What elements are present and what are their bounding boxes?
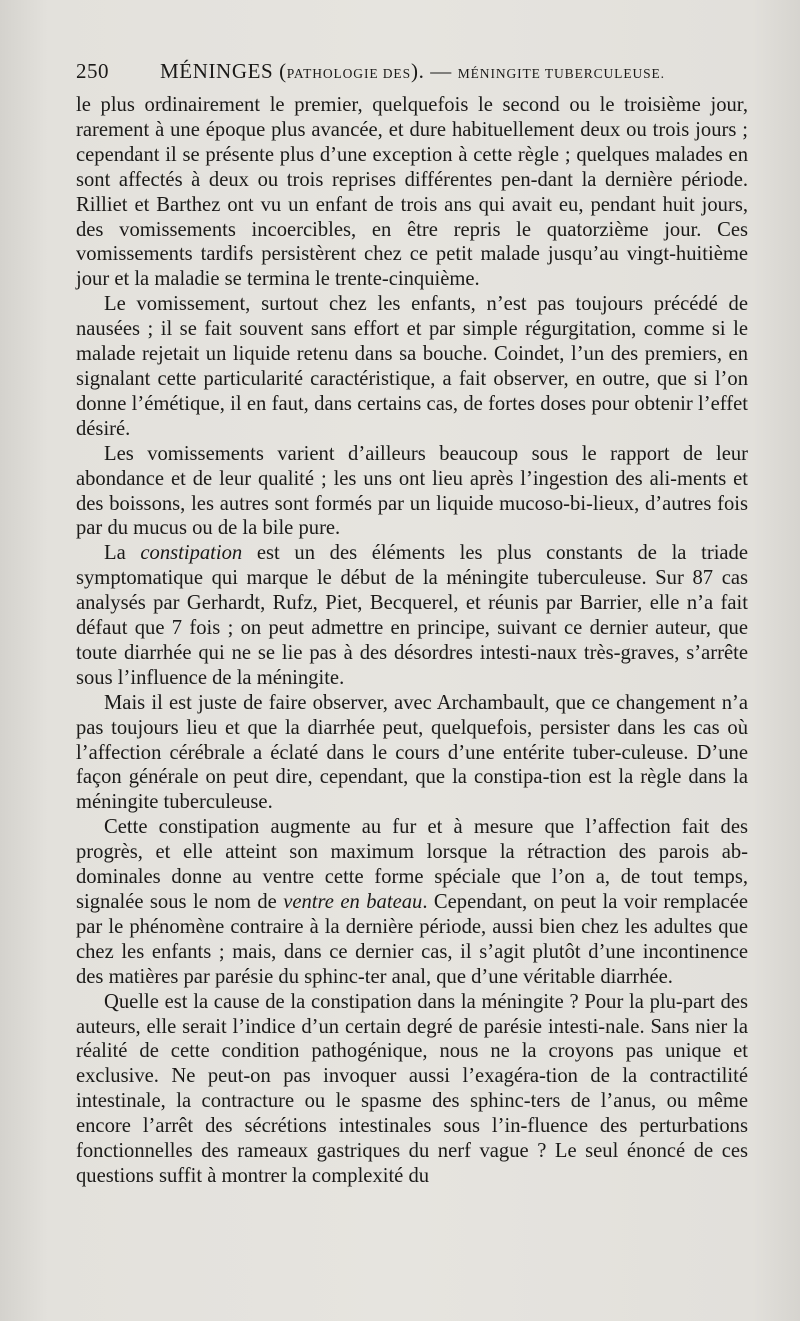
paragraph-7: Quelle est la cause de la constipation dans la méningite ? Pour la plu-part des auteurs, elle serait l’indice d’un certain degré de parésie intesti-nale. Sans nier la réalité de cette condition pathogénique, nous ne la croyons pas unique et exclusive. Ne peut-on pas invoquer aussi l’exagéra-tion de la contractilité intestinale, la contracture ou le spasme des sphinc-ters de l’anus, ou même encore l’arrêt des sécrétions intestinales sous l’in-fluence des perturbations fonctionnelles des rameaux gastriques du nerf vague ? Le seul énoncé de ces questions suffit à montrer la complexité du bbox=[76, 990, 748, 1187]
paragraph-6-italic-term: ventre en bateau bbox=[283, 891, 423, 913]
title-dash: — bbox=[424, 59, 458, 83]
paragraph-4 bbox=[76, 541, 748, 690]
title-close: ). bbox=[410, 59, 425, 83]
title-main: MÉNINGES ( bbox=[160, 59, 287, 83]
running-header bbox=[76, 59, 756, 89]
paragraph-6-before: Cette constipation augmente au fur et à mesure que l’affection fait des progrès, et elle atteint son maximum lorsque la rétraction des parois ab-dominales donne au ventre cette forme spéciale que l’on a, de tout temps, signalée sous le nom de bbox=[76, 816, 748, 913]
title-smallcaps-1: PATHOLOGIE DES bbox=[286, 66, 411, 81]
body-text bbox=[76, 93, 748, 1189]
paragraph-1: le plus ordinairement le premier, quelquefois le second ou le troisième jour, rarement à une époque plus avancée, et dure habituellement deux ou trois jours ; cependant il se présente plus d’une exception à cette règle ; quelques malades en sont affectés à deux ou trois reprises différentes pen-dant la dernière période. Rilliet et Barthez ont vu un enfant de trois ans qui avait eu, pendant huit jours, des vomissements incoercibles, en être repris le quatorzième jour. Ces vomissements tardifs persistèrent chez ce petit malade jusqu’au vingt-huitième jour et la maladie se termina le trente-cinquième. bbox=[76, 94, 748, 291]
running-title bbox=[160, 59, 665, 84]
paragraph-4-before: La bbox=[104, 542, 141, 565]
paragraph-2: Le vomissement, surtout chez les enfants, n’est pas toujours précédé de nausées ; il se fait souvent sans effort et par simple régurgitation, comme si le malade rejetait un liquide retenu dans sa bouche. Coindet, l’un des premiers, en signalant cette particularité caractéristique, a fait observer, en outre, que si l’on donne l’émétique, il en faut, dans certains cas, de fortes doses pour obtenir l’effet désiré. bbox=[76, 293, 748, 440]
paragraph-4-italic-term: constipation bbox=[140, 542, 243, 565]
paragraph-4-after: est un des éléments les plus constants de la triade symptomatique qui marque le début de la méningite tuberculeuse. Sur 87 cas analysés par Gerhardt, Rufz, Piet, Becquerel, et réunis par Barrier, elle n’a fait défaut que 7 fois ; on peut admettre en principe, suivant ce dernier auteur, que toute diarrhée qui ne se lie pas à des désordres intesti-naux très-graves, s’arrête sous l’influence de la méningite. bbox=[76, 542, 748, 689]
title-smallcaps-2: MÉNINGITE TUBERCULEUSE. bbox=[457, 66, 665, 81]
paragraph-6 bbox=[76, 815, 748, 989]
paragraph-6-after: . Cependant, on peut la voir remplacée par le phénomène contraire à la dernière période, aussi bien chez les adultes que chez les enfants ; mais, dans ce dernier cas, il s’agit plutôt d’une incontinence des matières par parésie du sphinc-ter anal, que d’une véritable diarrhée. bbox=[76, 891, 749, 988]
paragraph-3: Les vomissements varient d’ailleurs beaucoup sous le rapport de leur abondance et de leur qualité ; les uns ont lieu après l’ingestion des ali-ments et des boissons, les autres sont formés par un liquide mucoso-bi-lieux, d’autres fois par du mucus ou de la bile pure. bbox=[76, 442, 748, 540]
paragraph-5: Mais il est juste de faire observer, avec Archambault, que ce changement n’a pas toujours lieu et que la diarrhée peut, quelquefois, persister dans les cas où l’affection cérébrale a éclaté dans le cours d’une entérite tuber-culeuse. D’une façon générale on peut dire, cependant, que la constipa-tion est la règle dans la méningite tuberculeuse. bbox=[76, 691, 748, 814]
page-number: 250 bbox=[76, 59, 109, 83]
